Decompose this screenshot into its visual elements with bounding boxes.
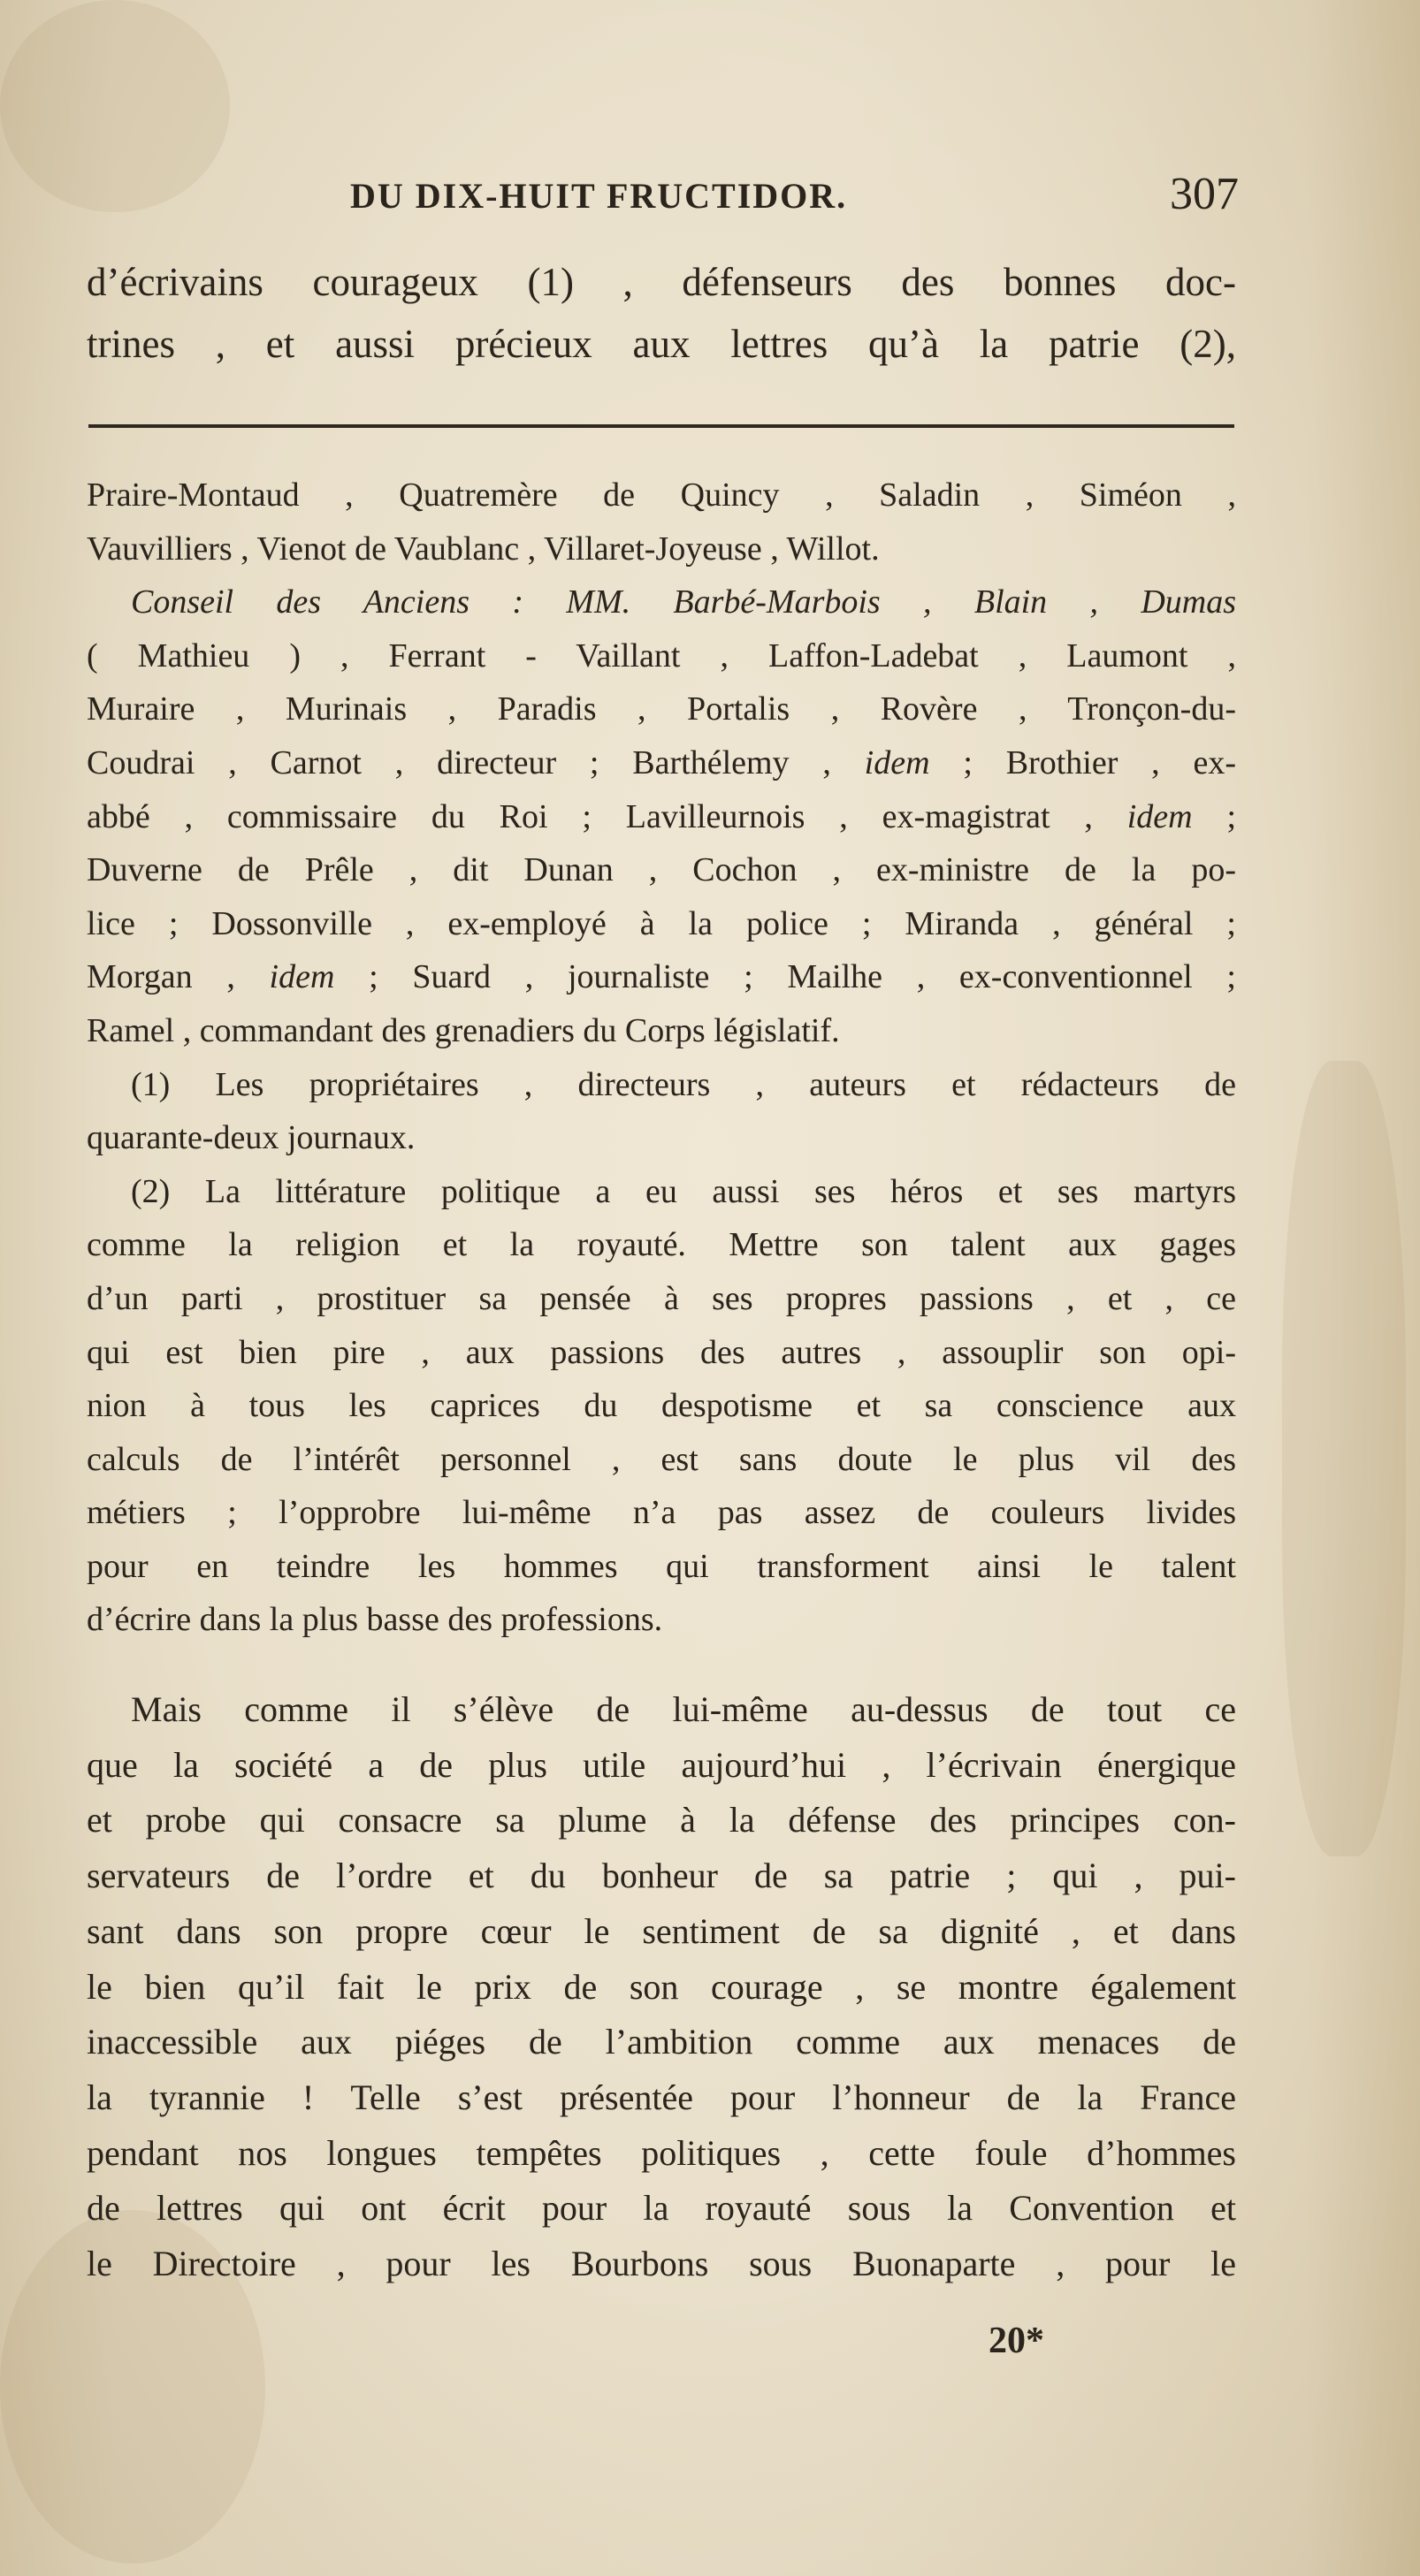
body-paragraph	[87, 1682, 1236, 2292]
footnote-line: métiers ; l’opprobre lui-même n’a pas assez de couleurs livides	[87, 1494, 1236, 1532]
body-line: le bien qu’il fait le prix de son courage , se montre également	[87, 1966, 1236, 2007]
paper-stain	[1282, 1061, 1406, 1856]
running-head: DU DIX-HUIT FRUCTIDOR.	[350, 176, 848, 216]
footnotes	[87, 469, 1236, 1647]
body-line: le Directoire , pour les Bourbons sous Buonaparte , pour le	[87, 2244, 1236, 2284]
body-line: inaccessible aux piéges de l’ambition comme aux menaces de	[87, 2022, 1236, 2062]
footnote-line: Morgan , idem ; Suard , journaliste ; Mailhe , ex-conventionnel ;	[87, 958, 1236, 996]
body-line: que la société a de plus utile aujourd’hui , l’écrivain énergique	[87, 1744, 1236, 1785]
footnote-line: abbé , commissaire du Roi ; Lavilleurnois , ex-magistrat , idem ;	[87, 797, 1236, 835]
footnote-line: calculs de l’intérêt personnel , est sans doute le plus vil des	[87, 1440, 1236, 1478]
footnote-line: d’un parti , prostituer sa pensée à ses propres passions , et , ce	[87, 1279, 1236, 1317]
footnote-line: Praire-Montaud , Quatremère de Quincy , Saladin , Siméon ,	[87, 476, 1236, 514]
text-line: d’écrivains courageux (1) , défenseurs des bonnes doc-	[87, 260, 1236, 304]
footnote-line: Ramel , commandant des grenadiers du Corps législatif.	[87, 1011, 840, 1049]
page-number: 307	[1170, 169, 1239, 219]
footnote-line: ( Mathieu ) , Ferrant - Vaillant , Laffon-Ladebat , Laumont ,	[87, 636, 1236, 674]
text-line: trines , et aussi précieux aux lettres qu’à la patrie (2),	[87, 322, 1236, 366]
footnote-line: qui est bien pire , aux passions des autres , assouplir son opi-	[87, 1333, 1236, 1371]
footnote-line: Coudrai , Carnot , directeur ; Barthélemy , idem ; Brothier , ex-	[87, 743, 1236, 781]
footnote-line: lice ; Dossonville , ex-employé à la police ; Miranda , général ;	[87, 904, 1236, 942]
footnote-line: pour en teindre les hommes qui transforment ainsi le talent	[87, 1547, 1236, 1585]
footnote-line: Duverne de Prêle , dit Dunan , Cochon , ex-ministre de la po-	[87, 851, 1236, 889]
page-header	[85, 169, 1239, 228]
footnote-line: d’écrire dans la plus basse des professions.	[87, 1601, 663, 1639]
footnote-line: nion à tous les caprices du despotisme et sa conscience aux	[87, 1387, 1236, 1425]
body-line: et probe qui consacre sa plume à la défense des principes con-	[87, 1800, 1236, 1841]
footnote-line: comme la religion et la royauté. Mettre son talent aux gages	[87, 1226, 1236, 1264]
footnote-line: (2) La littérature politique a eu aussi ses héros et ses martyrs	[131, 1172, 1236, 1210]
body-line: la tyrannie ! Telle s’est présentée pour l’honneur de la France	[87, 2077, 1236, 2117]
footnote-line: Vauvilliers , Vienot de Vaublanc , Villaret-Joyeuse , Willot.	[87, 530, 880, 568]
footnote-rule	[88, 424, 1234, 428]
body-line: de lettres qui ont écrit pour la royauté sous la Convention et	[87, 2188, 1236, 2229]
footnote-line: Muraire , Murinais , Paradis , Portalis , Rovère , Tronçon-du-	[87, 690, 1236, 728]
body-line: servateurs de l’ordre et du bonheur de sa patrie ; qui , pui-	[87, 1856, 1236, 1896]
main-text	[87, 251, 1236, 375]
footnote-line: quarante-deux journaux.	[87, 1119, 416, 1157]
body-line: pendant nos longues tempêtes politiques , cette foule d’hommes	[87, 2132, 1236, 2173]
footnote-line: Conseil des Anciens : MM. Barbé-Marbois , Blain , Dumas	[131, 583, 1236, 621]
body-line: sant dans son propre cœur le sentiment de sa dignité , et dans	[87, 1910, 1236, 1951]
footnote-line: (1) Les propriétaires , directeurs , auteurs et rédacteurs de	[131, 1065, 1236, 1103]
signature-mark: 20*	[989, 2321, 1044, 2361]
body-line: Mais comme il s’élève de lui-même au-dessus de tout ce	[131, 1689, 1236, 1729]
